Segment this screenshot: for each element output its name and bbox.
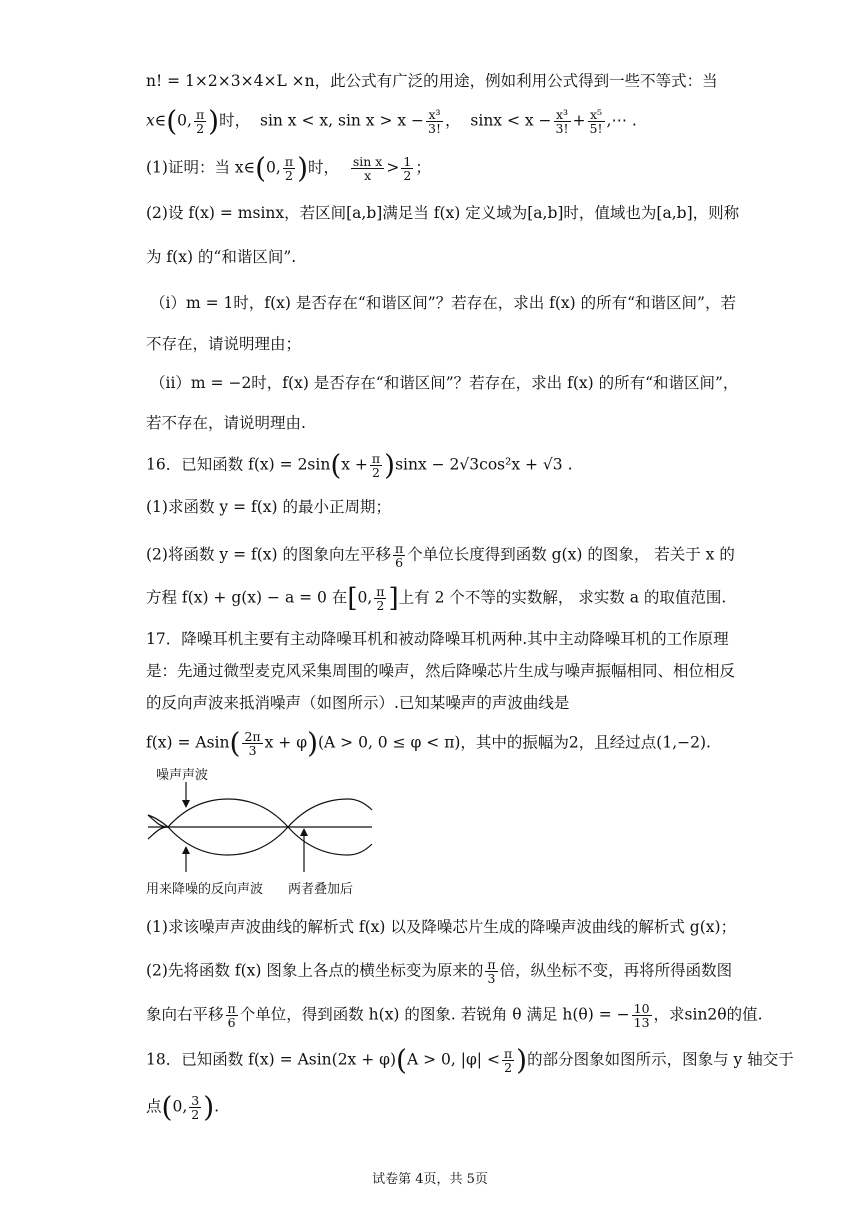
text: （i）m = 1时，f(x) 是否存在“和谐区间”？若存在，求出 f(x) 的所有“和谐区间”，若	[150, 294, 736, 312]
page-footer: 试卷第 4页，共 5页	[372, 1172, 488, 1187]
text: x∈	[146, 111, 167, 130]
text: (2)设 f(x) = msinx，若区间[a,b]满足当 f(x) 定义域为[a,b]时，值域也为[a,b]，则称	[146, 204, 740, 222]
text: sin x < x, sin x > x −	[259, 111, 425, 130]
text-line	[146, 70, 718, 92]
wave-diagram	[146, 762, 378, 894]
label-noise-wave: 噪声声波	[156, 768, 209, 783]
text-line: x∈(0, $\frac{\pi}{2}$ )时， sin x < x, sin x > x − $\frac{\text{x³}}{3!}$ ， sinx < x − $\frac{\text{x³}}{3!}$ + $\frac{\text{x⁵}}{5!}$ ,⋯ .	[146, 104, 637, 138]
text: n! = 1×2×3×4×L ×n，此公式有广泛的用途，例如利用公式得到一些不等式：当	[146, 72, 718, 90]
text-line: 点(0, $\frac{3}{2}$ ).	[146, 1090, 220, 1124]
text: 不存在，请说明理由；	[146, 335, 302, 353]
fraction: $\frac{\text{x⁵}}{5!}$	[589, 107, 603, 136]
text-line: (1)证明：当 x∈(0, $\frac{\pi}{2}$ )时， $\frac{\text{sin x}}{x}$ > $\frac{1}{2}$ ；	[146, 151, 431, 185]
text-line: 是：先通过微型麦克风采集周围的噪声，然后降噪芯片生成与噪声振幅相同、相位相反	[146, 662, 736, 680]
text-line	[150, 292, 736, 314]
fraction: $\frac{\pi}{6}$	[394, 541, 404, 570]
text-line	[150, 372, 738, 394]
question-17: 17．降噪耳机主要有主动降噪耳机和被动降噪耳机两种.其中主动降噪耳机的工作原理	[146, 630, 729, 648]
text: 时，	[219, 111, 251, 130]
wave-tail	[148, 815, 168, 827]
fraction: $\frac{\pi}{2}$	[284, 154, 294, 183]
fraction: $\frac{1}{2}$	[403, 154, 412, 183]
noise-cancel-figure	[146, 762, 378, 897]
text-line	[146, 333, 301, 355]
fraction: $\frac{\pi}{6}$	[227, 1001, 236, 1030]
fraction: $\frac{\pi}{2}$	[503, 1046, 513, 1075]
text: sinx < x −	[470, 111, 552, 130]
text-line: 的反向声波来抵消噪声（如图所示）.已知某噪声的声波曲线是	[146, 694, 570, 712]
fraction: $\frac{\pi}{2}$	[195, 107, 205, 136]
fraction: $\frac{\pi}{2}$	[376, 584, 385, 613]
text: (1)证明：当 x∈	[146, 158, 256, 177]
fraction: $\frac{3}{2}$	[191, 1093, 200, 1122]
question-18: 18．已知函数 f(x) = Asin(2x + φ)(A > 0, |φ| < $\frac{\pi}{2}$ )的部分图象如图所示，图象与 y 轴交于	[146, 1043, 794, 1077]
text-line	[146, 412, 306, 434]
fraction: $\frac{\text{x³}}{3!}$	[428, 107, 442, 136]
text-line	[146, 246, 296, 268]
fraction: $\frac{\pi}{3}$	[487, 957, 496, 986]
label-anti-wave: 用来降噪的反向声波	[146, 882, 264, 897]
text-line: (1)求该噪声声波曲线的解析式 f(x) 以及降噪芯片生成的降噪声波曲线的解析式 g(x)；	[146, 918, 737, 936]
text: （ii）m = −2时，f(x) 是否存在“和谐区间”？若存在，求出 f(x) 的所有“和谐区间”，	[150, 374, 739, 392]
fraction: $\frac{\pi}{2}$	[371, 451, 381, 480]
text: 为 f(x) 的“和谐区间”.	[146, 248, 297, 266]
text-line	[146, 202, 739, 224]
fraction: $\frac{\text{sin x}}{x}$	[352, 154, 383, 183]
label-superposed: 两者叠加后	[288, 882, 354, 897]
fraction: $\frac{10}{13}$	[633, 1001, 650, 1030]
text: 若不存在，请说明理由.	[146, 414, 306, 432]
text-line: 方程 f(x) + g(x) − a = 0 在[0, $\frac{\pi}{2}$ ]上有 2 个不等的实数解， 求实数 a 的取值范围.	[146, 583, 727, 614]
fraction: $\frac{\text{x³}}{3!}$	[555, 107, 569, 136]
text-line: (1)求函数 y = f(x) 的最小正周期；	[146, 498, 391, 516]
text-line: (2)将函数 y = f(x) 的图象向左平移 $\frac{\pi}{6}$ 个单位长度得到函数 g(x) 的图象， 若关于 x 的	[146, 541, 735, 570]
fraction: $\frac{2\pi}{3}$	[244, 729, 261, 758]
text-line: f(x) = Asin( $\frac{2\pi}{3}$ x + φ)(A > 0, 0 ≤ φ < π)，其中的振幅为2，且经过点(1,−2).	[146, 726, 711, 760]
text-line: (2)先将函数 f(x) 图象上各点的横坐标变为原来的 $\frac{\pi}{3}$ 倍，纵坐标不变，再将所得函数图	[146, 957, 733, 986]
text-line: 象向右平移 $\frac{\pi}{6}$ 个单位，得到函数 h(x) 的图象. 若锐角 θ 满足 h(θ) = − $\frac{10}{13}$ ，求sin2θ的值.	[146, 1001, 763, 1030]
question-16: 16．已知函数 f(x) = 2sin(x + $\frac{\pi}{2}$ )sinx − 2√3cos²x + √3 .	[146, 448, 573, 482]
